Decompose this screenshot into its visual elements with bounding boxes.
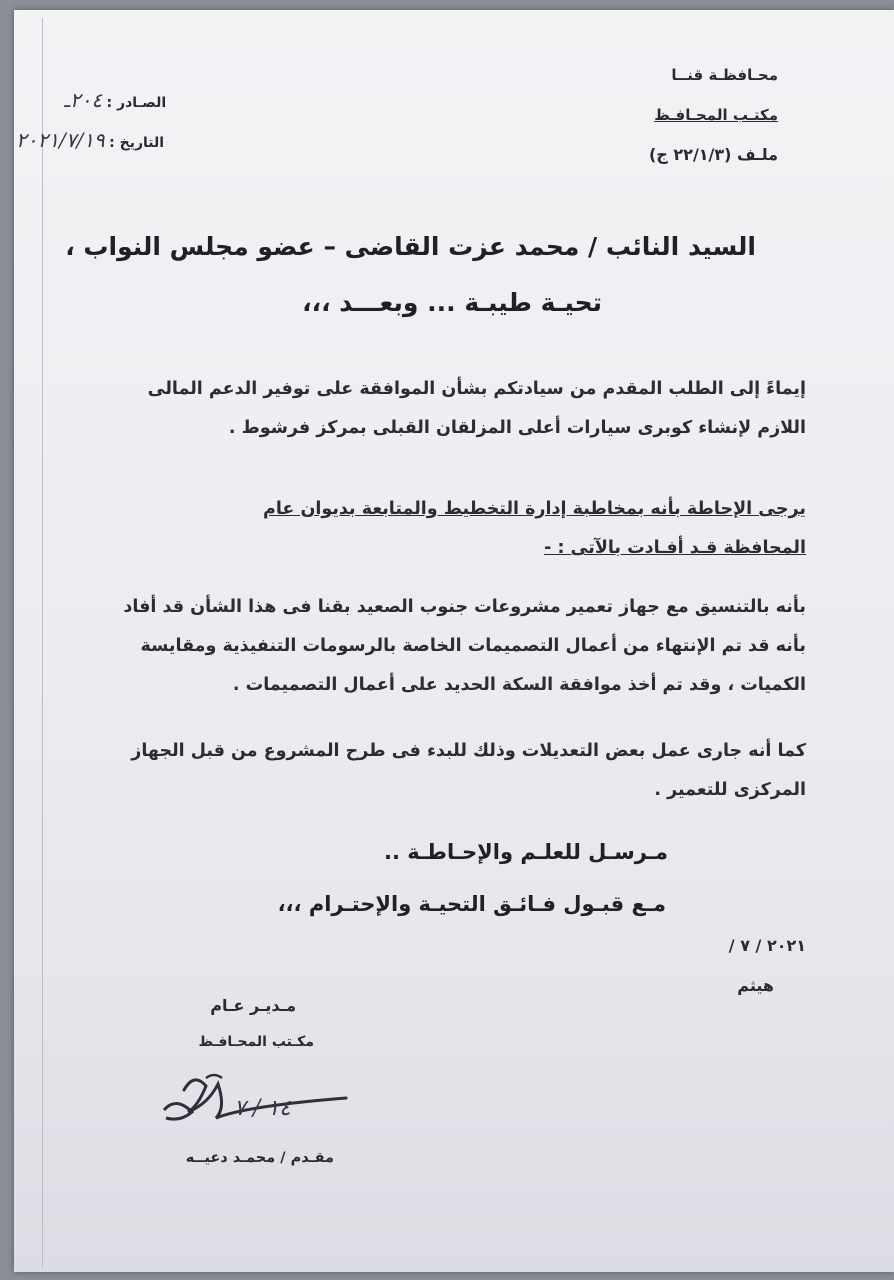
paragraph-4-line-1: كما أنه جارى عمل بعض التعديلات وذلك للبدء فى طرح المشروع من قبل الجهاز [131,741,806,761]
addressee-line: السيد النائب / محمد عزت القاضى – عضو مجلس النواب ، [65,232,756,261]
governorate-header: محـافظـة قنــا [671,66,778,84]
signature-office: مكـتب المحـافـظ [198,1034,314,1050]
paragraph-2-line-2: المحافظة قـد أفـادت بالآتى : - [544,538,806,558]
paragraph-4 [131,732,806,810]
issued-label: الصـادر : [106,95,167,111]
paragraph-2 [263,490,806,568]
issued-number [64,88,166,112]
date-label: التاريخ : [109,135,165,151]
paragraph-1 [148,370,806,448]
paragraph-1-line-1: إيماءً إلى الطلب المقدم من سيادتكم بشأن الموافقة على توفير الدعم المالى [147,379,806,399]
signature-title: مـديـر عـام [210,996,296,1015]
file-reference: ملـف (٢٢/١/٣ ج) [648,145,778,164]
signatory-name: مقـدم / محمـد دعيــه [185,1150,334,1166]
typist-name: هيثم [737,976,774,995]
date-value: ٢٠٢١/٧/١٩ [16,128,105,152]
greeting: تحيـة طيبـة ... وبعـــد ،،، [302,288,602,317]
letter-date: ٢٠٢١ / ٧ / [728,936,806,955]
paragraph-3-line-2: بأنه قد تم الإنتهاء من أعمال التصميمات الخاصة بالرسومات التنفيذية ومقايسة [140,636,806,656]
paragraph-3-line-1: بأنه بالتنسيق مع جهاز تعمير مشروعات جنوب الصعيد بقنا فى هذا الشأن قد أفاد [123,597,806,617]
paragraph-2-line-1: يرجى الإحاطة بأنه بمخاطبة إدارة التخطيط والمتابعة بديوان عام [263,499,806,519]
paragraph-1-line-2: اللازم لإنشاء كوبرى سيارات أعلى المزلقان القبلى بمركز فرشوط . [228,418,806,438]
closing-line-1: مـرسـل للعلـم والإحـاطـة .. [383,840,668,864]
letter-page [14,10,894,1272]
office-header: مكتـب المحـافـظ [654,106,778,124]
closing-line-2: مـع قبـول فـائـق التحيـة والإحتـرام ،،، [277,892,666,916]
issued-value: ٢٠٤ـ [64,88,103,112]
issue-date [16,128,164,152]
signature-initials: ١٤ / ٧ [234,1096,291,1121]
paragraph-3-line-3: الكميات ، وقد تم أخذ موافقة السكة الحديد على أعمال التصميمات . [232,675,806,695]
paragraph-4-line-2: المركزى للتعمير . [654,780,806,800]
paragraph-3 [123,588,806,705]
